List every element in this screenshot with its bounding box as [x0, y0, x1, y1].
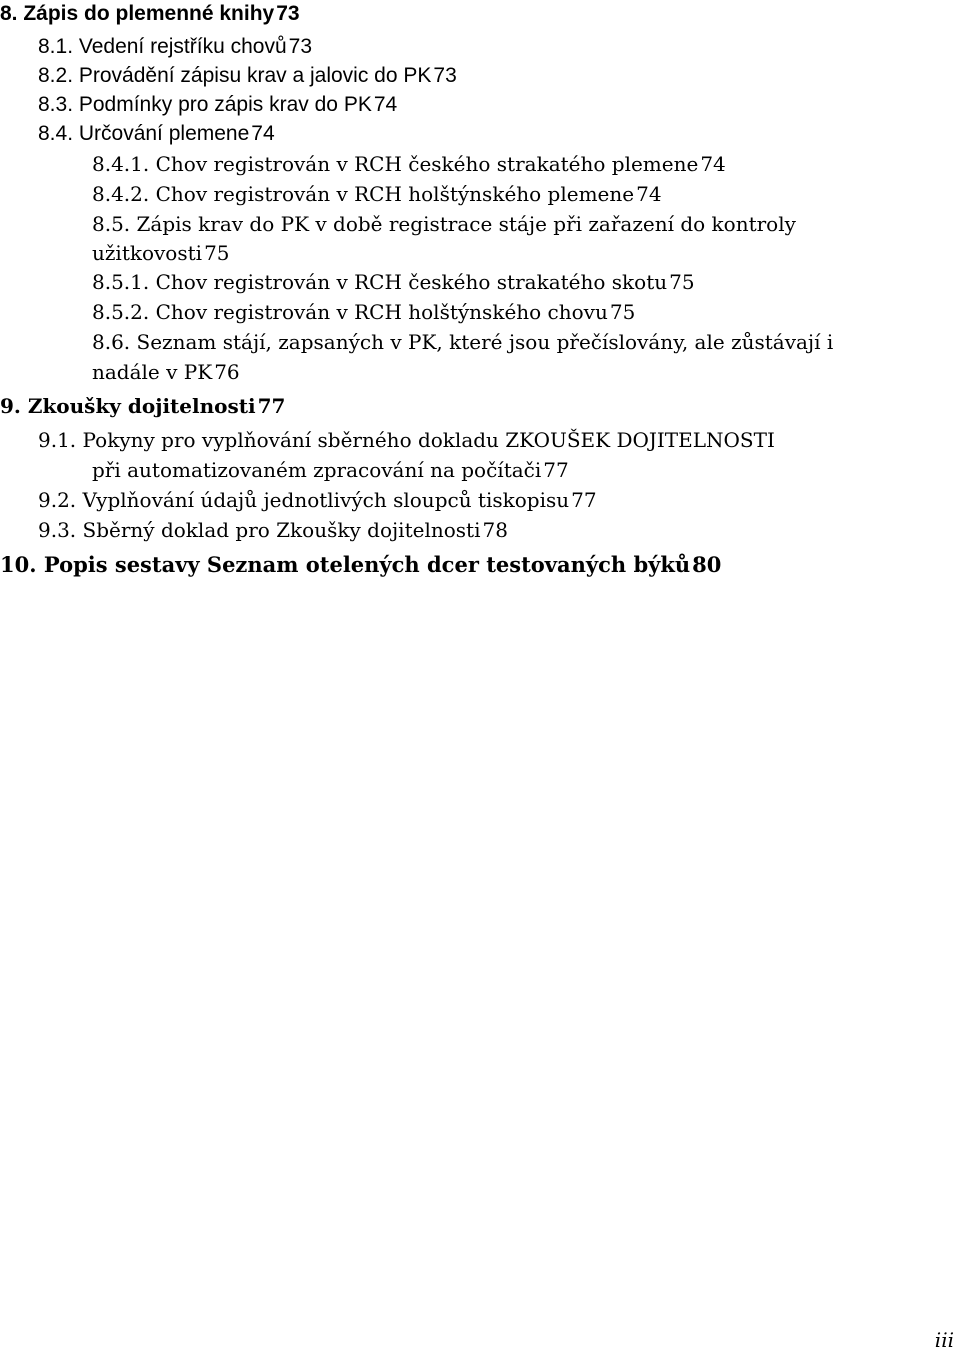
toc-page: 75 — [204, 241, 230, 265]
toc-title: 9. Zkoušky dojitelnosti — [0, 394, 256, 418]
toc-page: 73 — [433, 64, 457, 87]
toc-title: 8.4. Určování plemene — [38, 122, 250, 145]
page-number: iii — [934, 1328, 954, 1352]
toc-page: 73 — [288, 35, 313, 58]
toc-title: 8.2. Provádění zápisu krav a jalovic do PK — [38, 64, 432, 87]
toc-title-line2: při automatizovaném zpracování na počítači — [92, 458, 542, 482]
toc-page: 77 — [571, 488, 597, 512]
toc-page: 76 — [214, 360, 240, 384]
toc-page: 74 — [636, 182, 662, 206]
toc-page: 74 — [251, 122, 275, 145]
toc-title-line2: užitkovosti — [92, 241, 203, 265]
toc-title: 9.2. Vyplňování údajů jednotlivých sloupců tiskopisu — [38, 488, 570, 512]
toc-title-line1: 9.1. Pokyny pro vyplňování sběrného dokladu ZKOUŠEK DOJITELNOSTI — [38, 428, 775, 452]
toc-title-line1: 8.6. Seznam stájí, zapsaných v PK, které jsou přečíslovány, ale zůstávají i — [92, 330, 834, 354]
toc-title: 8.4.2. Chov registrován v RCH holštýnského plemene — [92, 182, 635, 206]
toc-page: 77 — [543, 458, 569, 482]
toc-title: 8.3. Podmínky pro zápis krav do PK — [38, 93, 372, 116]
toc-title: 10. Popis sestavy Seznam otelených dcer testovaných býků — [0, 552, 691, 577]
toc-page: 74 — [373, 93, 398, 116]
toc-title-line1: 8.5. Zápis krav do PK v době registrace stáje při zařazení do kontroly — [92, 212, 796, 236]
toc-page: 74 — [700, 152, 726, 176]
toc-page: 78 — [482, 518, 508, 542]
toc-title: 8.4.1. Chov registrován v RCH českého strakatého plemene — [92, 152, 699, 176]
toc-title: 8.1. Vedení rejstříku chovů — [38, 35, 287, 58]
toc-title-line2: nadále v PK — [92, 360, 213, 384]
toc-title: 8.5.1. Chov registrován v RCH českého strakatého skotu — [92, 270, 668, 294]
toc-page: 75 — [669, 270, 695, 294]
toc-page: 75 — [609, 300, 636, 324]
toc-page: 77 — [257, 394, 286, 418]
toc-page: 73 — [276, 2, 300, 25]
toc-title: 8. Zápis do plemenné knihy — [0, 2, 275, 25]
toc-page: 80 — [692, 552, 722, 577]
toc-title: 8.5.2. Chov registrován v RCH holštýnského chovu — [92, 300, 608, 324]
toc-title: 9.3. Sběrný doklad pro Zkoušky dojitelnosti — [38, 518, 481, 542]
